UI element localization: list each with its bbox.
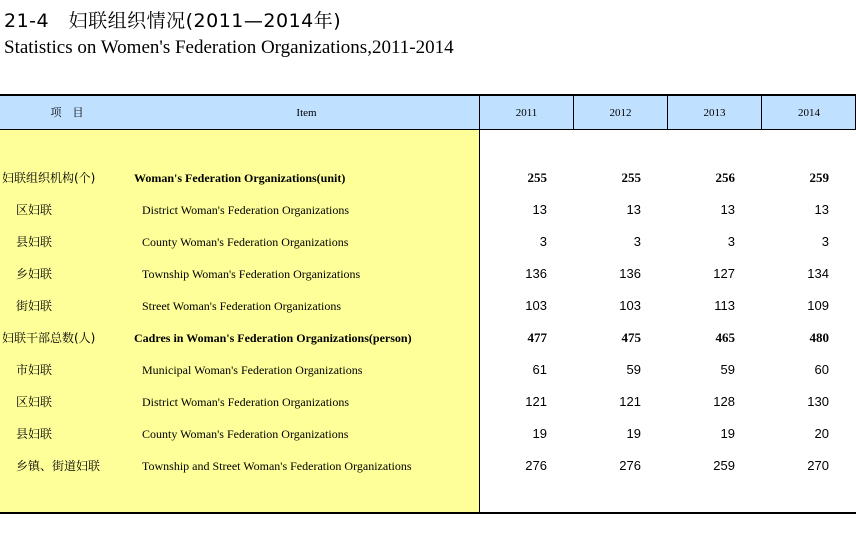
value-cell-2013: 19: [720, 426, 735, 441]
statistics-table: [0, 94, 856, 514]
value-cell-2013: 13: [720, 202, 735, 217]
row-label-zh: 街妇联: [16, 299, 53, 313]
row-label-zh: 区妇联: [16, 203, 53, 217]
header-year-2012: 2012: [609, 107, 632, 119]
header-item-en: Item: [296, 107, 317, 119]
row-label-en: Township Woman's Federation Organizations: [142, 267, 361, 281]
header-year-2013: 2013: [703, 107, 726, 119]
value-cell-2012: 276: [619, 458, 641, 473]
row-label-en: Cadres in Woman's Federation Organizations(person): [134, 331, 412, 345]
value-cell-2011: 61: [532, 362, 547, 377]
value-cell-2014: 13: [814, 202, 829, 217]
value-cell-2014: 3: [821, 234, 829, 249]
row-label-zh: 市妇联: [16, 363, 53, 377]
divider-2013-2014: [761, 94, 762, 130]
row-label-en: Municipal Woman's Federation Organizations: [142, 363, 363, 377]
table-bottom-border: [0, 512, 856, 514]
value-cell-2013: 128: [713, 394, 735, 409]
value-cell-2011: 276: [525, 458, 547, 473]
value-cell-2011: 121: [525, 394, 547, 409]
value-cell-2014: 480: [809, 330, 829, 345]
value-cell-2012: 103: [619, 298, 641, 313]
row-label-en: County Woman's Federation Organizations: [142, 235, 349, 249]
value-cell-2013: 113: [714, 298, 735, 313]
table-row: [0, 290, 856, 322]
row-label-en: District Woman's Federation Organizations: [142, 395, 350, 409]
table-row: [0, 226, 856, 258]
page-title-zh: 21-4 妇联组织情况(2011—2014年): [4, 10, 342, 32]
value-cell-2012: 255: [621, 170, 641, 185]
table-row: [0, 450, 856, 482]
table-row: [0, 194, 856, 226]
row-label-zh: 乡妇联: [16, 267, 53, 281]
row-label-en: County Woman's Federation Organizations: [142, 427, 349, 441]
header-year-2014: 2014: [798, 107, 820, 119]
value-cell-2012: 19: [626, 426, 641, 441]
row-label-en: Street Woman's Federation Organizations: [142, 299, 342, 313]
row-label-zh: 乡镇、街道妇联: [16, 459, 101, 473]
row-label-zh: 县妇联: [16, 235, 53, 249]
row-label-en: District Woman's Federation Organizations: [142, 203, 350, 217]
divider-2012-2013: [667, 94, 668, 130]
table-header: [0, 94, 856, 130]
value-cell-2014: 134: [807, 266, 829, 281]
value-cell-2014: 259: [809, 170, 829, 185]
table-row: [0, 322, 856, 354]
table-row: [0, 162, 856, 194]
value-cell-2012: 475: [621, 330, 641, 345]
value-cell-2011: 3: [539, 234, 547, 249]
value-cell-2012: 59: [626, 362, 641, 377]
value-cell-2014: 60: [814, 362, 829, 377]
table-row: [0, 386, 856, 418]
header-item-zh: 项 目: [50, 107, 84, 119]
page-title-en: Statistics on Women's Federation Organizations,2011-2014: [4, 37, 454, 58]
header-year-2011: 2011: [515, 107, 538, 119]
row-label-en: Township and Street Woman's Federation Organizations: [142, 459, 412, 473]
value-cell-2011: 103: [525, 298, 547, 313]
value-cell-2014: 109: [807, 298, 829, 313]
table-row: [0, 354, 856, 386]
value-cell-2013: 259: [713, 458, 735, 473]
row-label-zh: 妇联组织机构(个): [2, 171, 96, 185]
divider-2011-2012: [573, 94, 574, 130]
value-cell-2012: 136: [619, 266, 641, 281]
value-cell-2014: 20: [814, 426, 829, 441]
value-cell-2011: 255: [527, 170, 547, 185]
value-cell-2013: 3: [727, 234, 735, 249]
value-cell-2013: 256: [715, 170, 735, 185]
value-cell-2012: 13: [626, 202, 641, 217]
row-label-en: Woman's Federation Organizations(unit): [134, 171, 346, 185]
value-cell-2011: 13: [532, 202, 547, 217]
row-label-zh: 区妇联: [16, 395, 53, 409]
value-cell-2011: 19: [532, 426, 547, 441]
table-row: [0, 418, 856, 450]
value-cell-2011: 136: [525, 266, 547, 281]
value-cell-2014: 130: [807, 394, 829, 409]
table-row: [0, 258, 856, 290]
value-cell-2013: 127: [713, 266, 735, 281]
value-cell-2011: 477: [527, 330, 547, 345]
value-cell-2014: 270: [807, 458, 829, 473]
row-label-zh: 妇联干部总数(人): [2, 331, 96, 345]
row-label-zh: 县妇联: [16, 427, 53, 441]
value-cell-2013: 465: [715, 330, 735, 345]
value-cell-2013: 59: [720, 362, 735, 377]
value-cell-2012: 3: [633, 234, 641, 249]
value-cell-2012: 121: [619, 394, 641, 409]
